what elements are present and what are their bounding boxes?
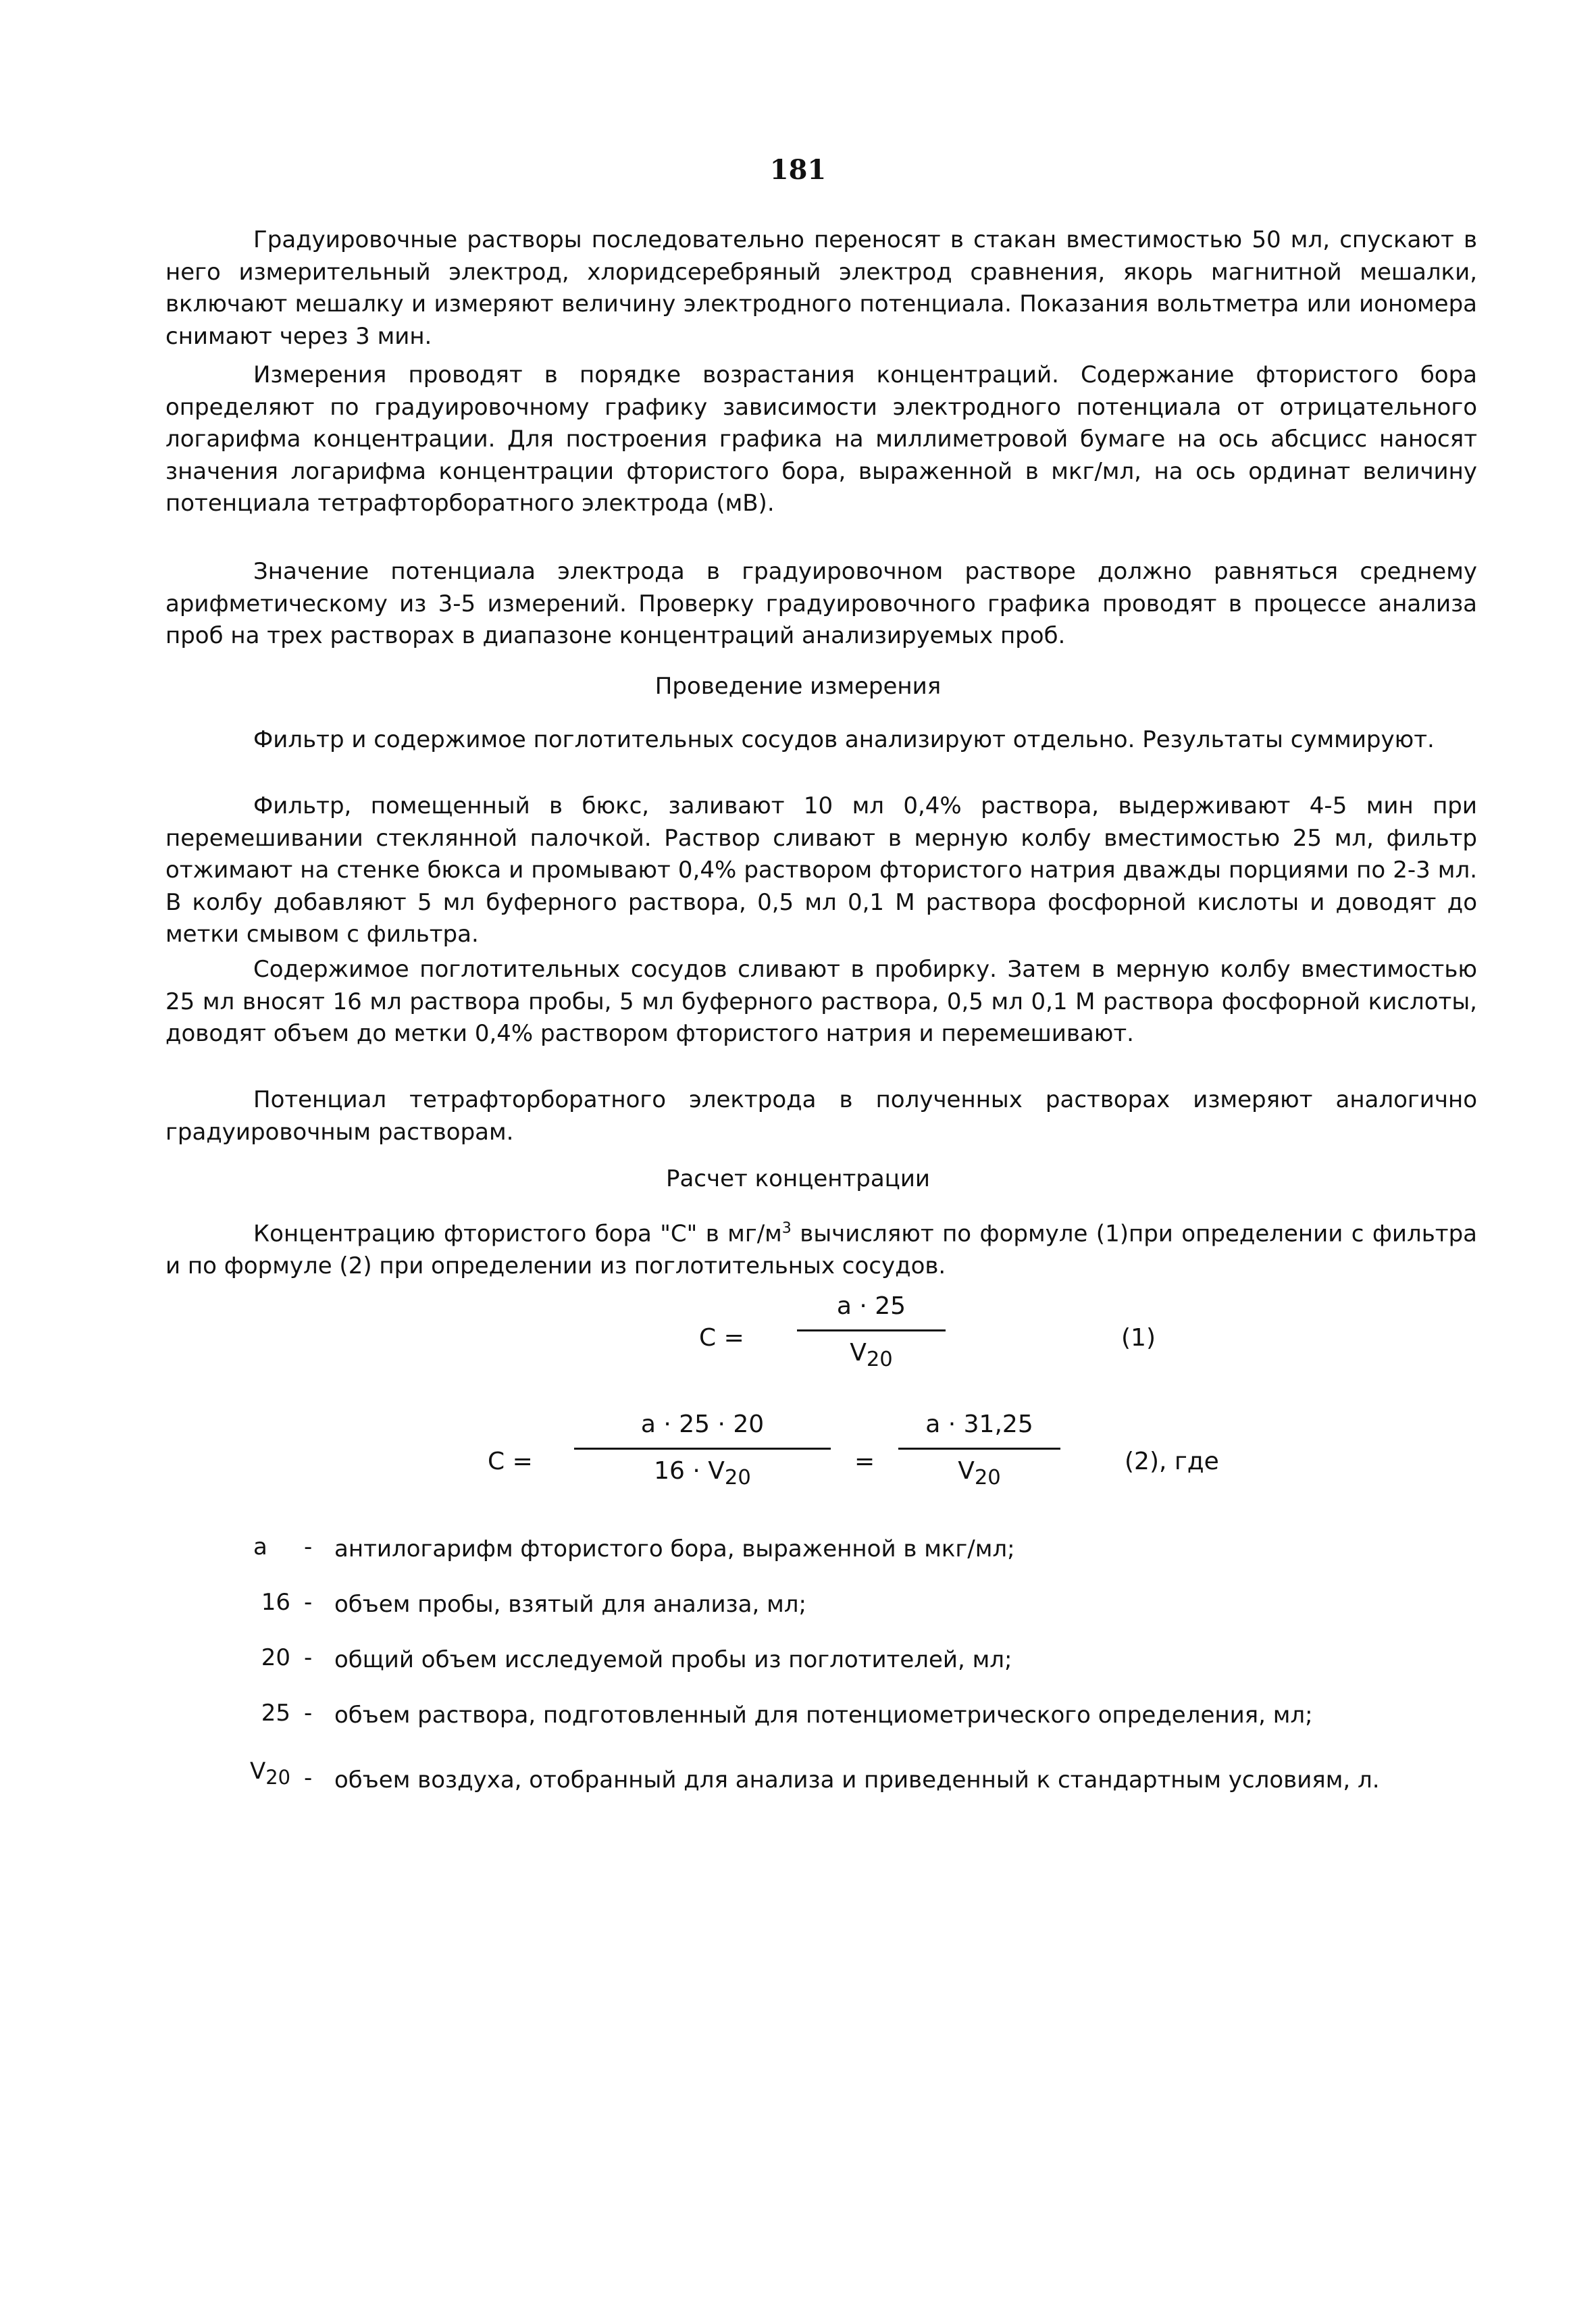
formula-2-label: (2), где [1125, 1448, 1219, 1475]
legend-description: антилогарифм фтористого бора, выраженной в мкг/мл; [334, 1535, 1015, 1562]
paragraph-8-start: Концентрацию фтористого бора "С" в мг/м [253, 1220, 782, 1248]
legend-description: объем воздуха, отобранный для анализа и приведенный к стандартным условиям, л. [334, 1766, 1380, 1794]
legend-symbol: a [253, 1533, 267, 1560]
legend-dash: - [304, 1700, 313, 1727]
legend-symbol: $V_{20}$ [249, 1758, 290, 1789]
formula-2-denominator-2: $V_{20}$ [958, 1457, 1001, 1490]
formula-2 [0, 1402, 1596, 1517]
formula-2-numerator-1: a · 25 · 20 [574, 1408, 831, 1450]
formula-2-denominator-1: $16 \cdot V_{20}$ [654, 1457, 751, 1490]
formula-1-label: (1) [1121, 1324, 1156, 1352]
formula-legend [243, 1533, 1459, 1824]
paragraph-6: Содержимое поглотительных сосудов сливают в пробирку. Затем в мерную колбу вместимостью 25 мл вносят 16 мл раствора пробы, 5 мл буферного раствора, 0,5 мл 0,1 М раствора фосфорной кислоты, доводят объем до метки 0,4% раствором фтористого натрия и перемешивают. [165, 956, 1477, 1047]
paragraph-7: Потенциал тетрафторборатного электрода в полученных растворах измеряют аналогично градуировочным растворам. [165, 1086, 1477, 1146]
legend-dash: - [304, 1764, 313, 1791]
paragraph-5: Фильтр, помещенный в бюкс, заливают 10 мл 0,4% раствора, выдерживают 4-5 мин при перемешивании стеклянной палочкой. Раствор сливают в мерную колбу вместимостью 25 мл, фильтр отжимают на стенке бюкса и промывают 0,4% раствором фтористого натрия дважды порциями по 2-3 мл. В колбу добавляют 5 мл буферного раствора, 0,5 мл 0,1 М раствора фосфорной кислоты и доводят до метки смывом с фильтра. [165, 792, 1477, 948]
legend-dash: - [304, 1533, 313, 1560]
heading-calculation: Расчет концентрации [665, 1165, 931, 1192]
cubic-superscript: 3 [781, 1219, 792, 1237]
legend-dash: - [304, 1644, 313, 1671]
paragraph-8-end: вычисляют по формуле (1)при определении с фильтра и по формуле (2) при определении из поглотительных сосудов. [165, 1220, 1477, 1279]
formula-1-numerator: a · 25 [797, 1290, 946, 1331]
formula-1 [0, 1283, 1596, 1385]
formula-2-lhs: C = [488, 1448, 533, 1475]
formula-2-equals: = [854, 1448, 875, 1475]
legend-symbol: 25 [261, 1700, 290, 1727]
legend-description: объем раствора, подготовленный для потенциометрического определения, мл; [334, 1702, 1313, 1729]
page-number: 181 [769, 154, 827, 186]
formula-2-numerator-2: a · 31,25 [898, 1408, 1060, 1450]
formula-1-fraction [797, 1290, 946, 1377]
formula-2-fraction-2 [898, 1408, 1060, 1496]
paragraph-2: Измерения проводят в порядке возрастания концентраций. Содержание фтористого бора определяют по градуировочному графику зависимости электродного потенциала от отрицательного логарифма концентрации. Для построения графика на миллиметровой бумаге на ось абсцисс наносят значения логарифма концентрации фтористого бора, выраженной в мкг/мл, на ось ординат величину потенциала тетрафторборатного электрода (мВ). [165, 361, 1477, 517]
paragraph-3: Значение потенциала электрода в градуировочном растворе должно равняться среднему арифметическому из 3-5 измерений. Проверку градуировочного графика проводят в процессе анализа проб на трех растворах в диапазоне концентраций анализируемых проб. [165, 558, 1477, 649]
heading-measurement: Проведение измерения [654, 673, 942, 700]
formula-2-fraction-1 [574, 1408, 831, 1496]
legend-dash: - [304, 1589, 313, 1616]
formula-1-denominator: $V_{20}$ [850, 1339, 893, 1372]
legend-description: объем пробы, взятый для анализа, мл; [334, 1591, 806, 1618]
paragraph-4: Фильтр и содержимое поглотительных сосудов анализируют отдельно. Результаты суммируют. [253, 726, 1435, 753]
paragraph-1: Градуировочные растворы последовательно переносят в стакан вместимостью 50 мл, спускают в него измерительный электрод, хлоридсеребряный электрод сравнения, якорь магнитной мешалки, включают мешалку и измеряют величину электродного потенциала. Показания вольтметра или иономера снимают через 3 мин. [165, 226, 1477, 350]
legend-symbol: 16 [261, 1589, 290, 1616]
paragraph-8 [165, 1213, 1477, 1282]
legend-symbol: 20 [261, 1644, 290, 1671]
legend-description: общий объем исследуемой пробы из поглотителей, мл; [334, 1646, 1012, 1673]
formula-1-lhs: C = [699, 1324, 744, 1352]
